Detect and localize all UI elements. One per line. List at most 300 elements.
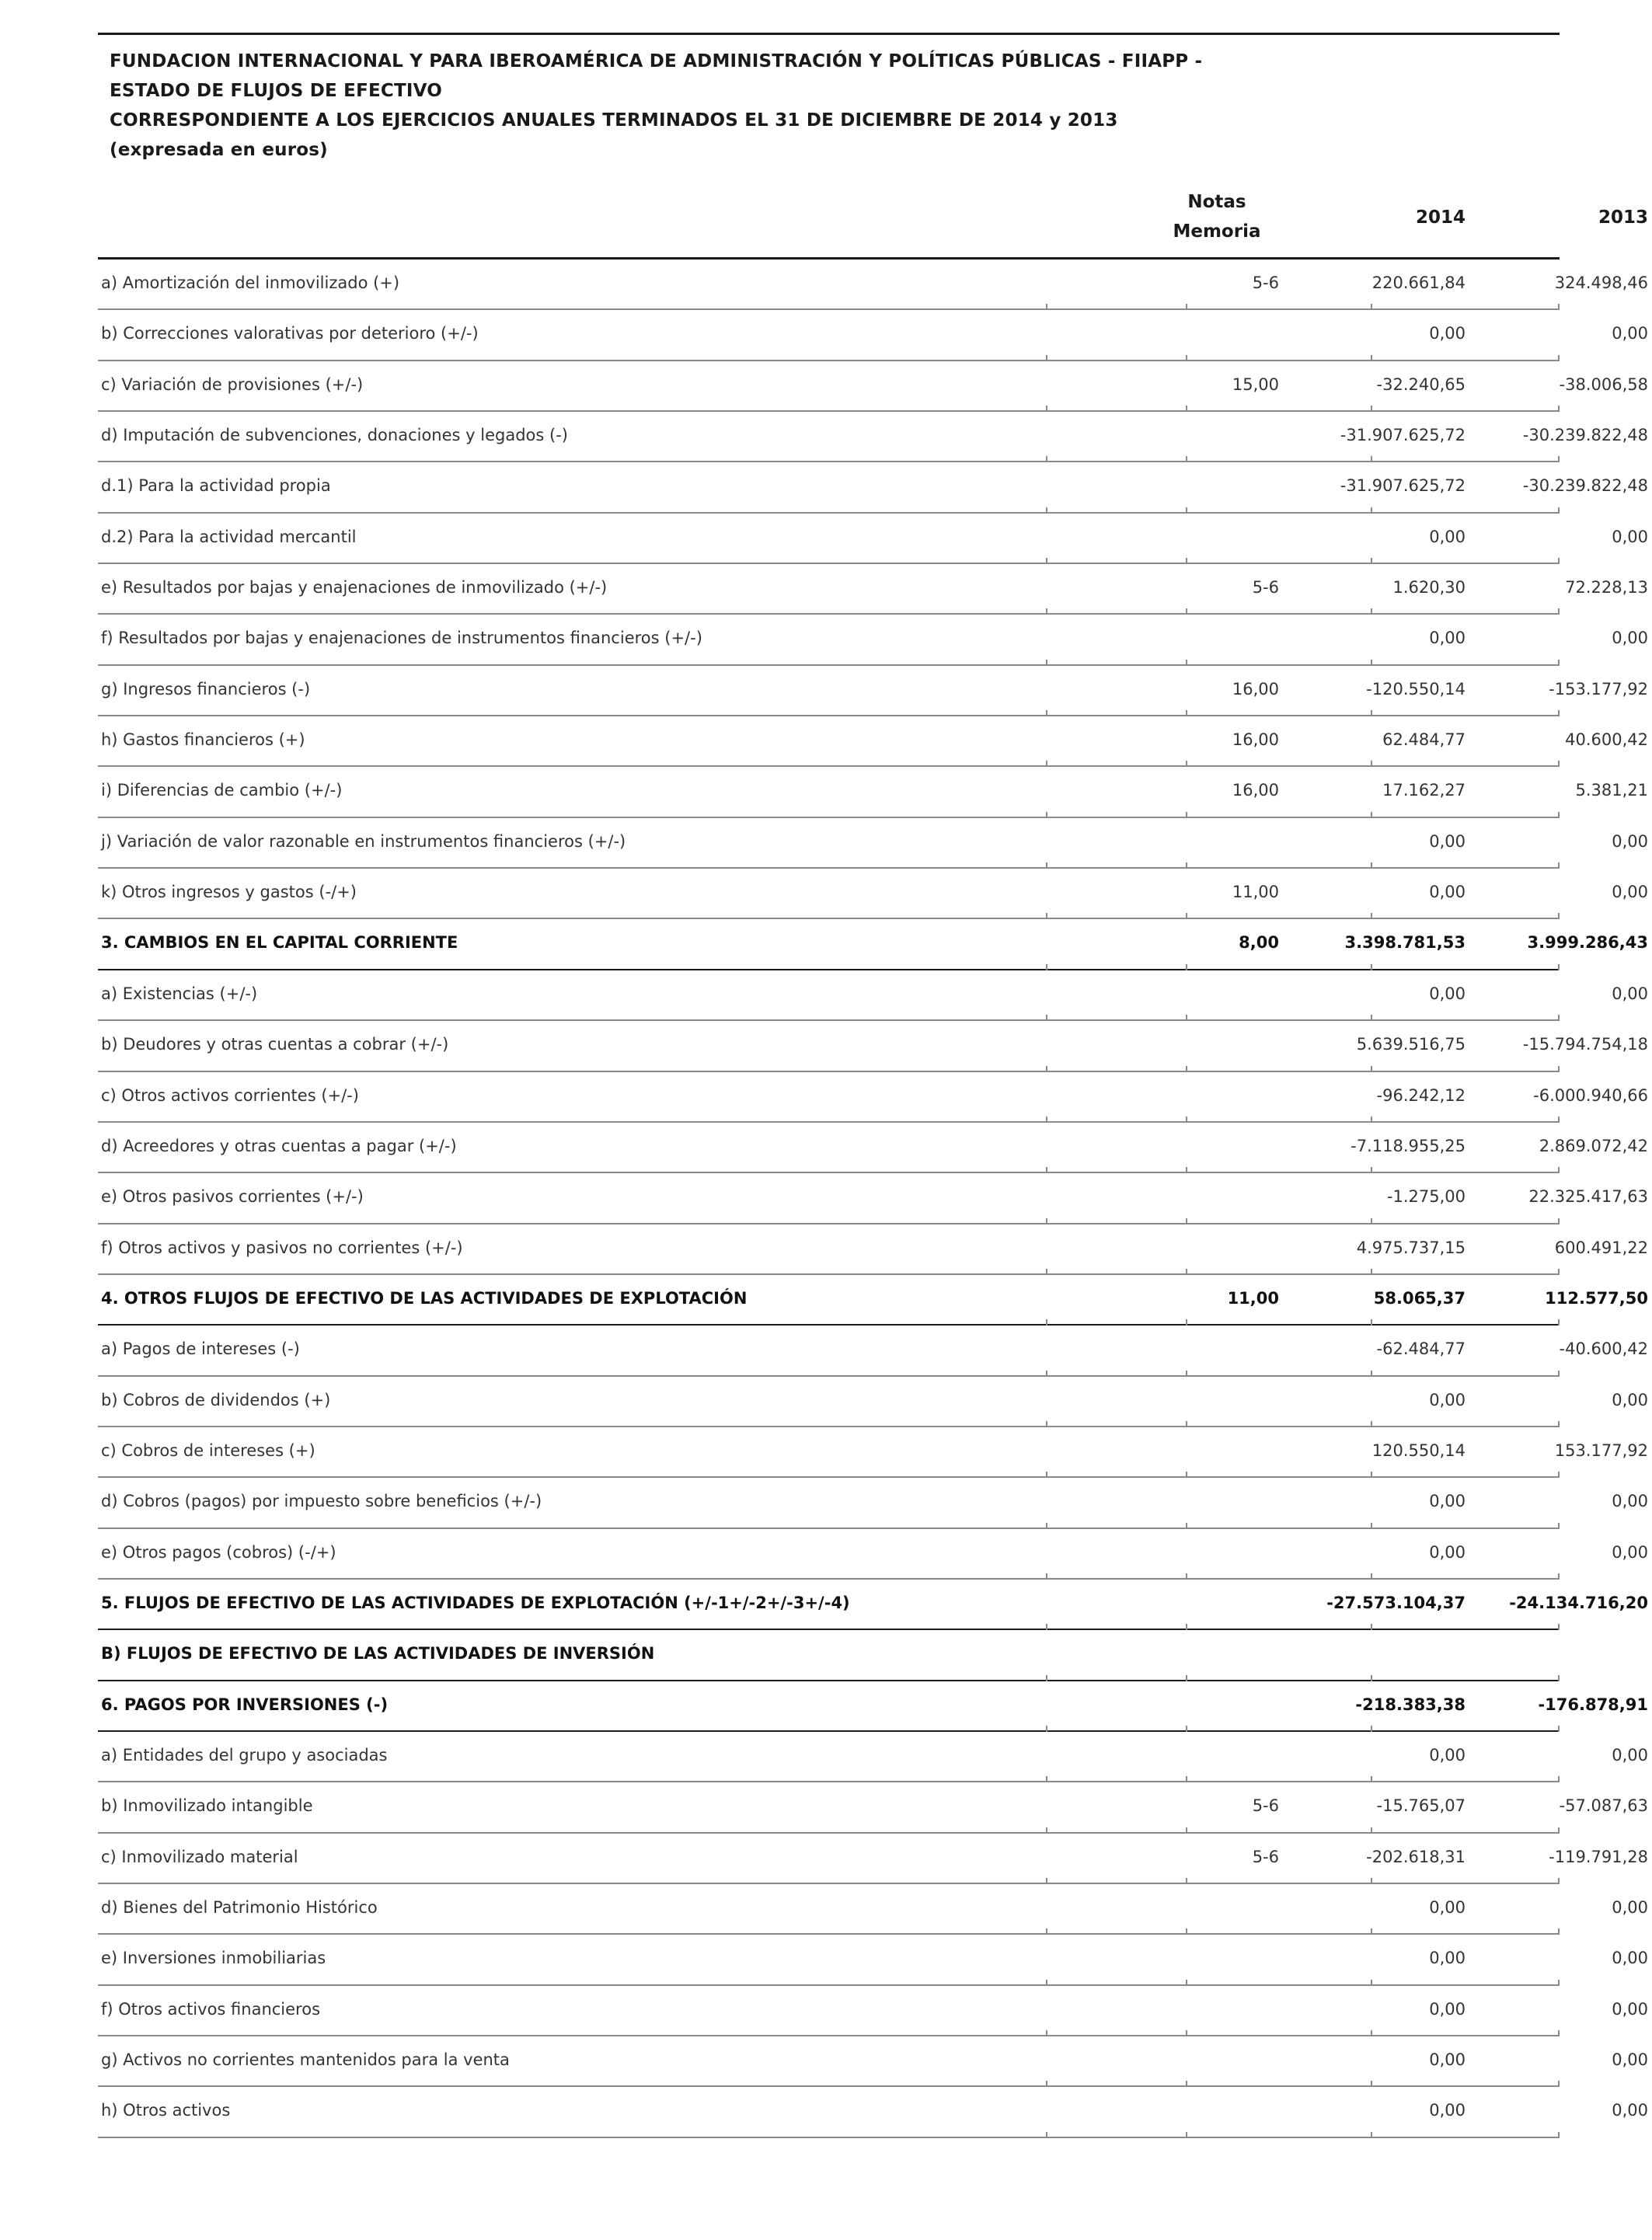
column-tick (1186, 660, 1187, 666)
table-row (98, 1986, 1648, 2036)
column-tick (1186, 913, 1187, 919)
column-tick (1558, 558, 1560, 564)
row-value-2013: -119.791,28 (1549, 1847, 1648, 1866)
table-row (98, 462, 1648, 513)
column-tick (1046, 1827, 1047, 1834)
column-tick (1046, 1980, 1047, 1986)
row-value-2014: 0,00 (1429, 527, 1466, 546)
column-tick (1046, 1117, 1047, 1123)
column-tick (1371, 1472, 1372, 1478)
column-tick (1046, 1421, 1047, 1427)
row-label: f) Otros activos y pasivos no corrientes (+/-) (101, 1238, 463, 1257)
row-value-2014: 0,00 (1429, 1898, 1466, 1917)
column-tick (1046, 2132, 1047, 2138)
row-value-2014: -7.118.955,25 (1351, 1136, 1466, 1155)
column-tick (1371, 862, 1372, 869)
row-value-2014: -202.618,31 (1366, 1847, 1466, 1866)
column-tick (1558, 1421, 1560, 1427)
row-label: f) Resultados por bajas y enajenaciones de instrumentos financieros (+/-) (101, 629, 702, 648)
row-value-2014: 17.162,27 (1382, 781, 1466, 800)
column-tick (1186, 1928, 1187, 1935)
row-value-2014: -62.484,77 (1376, 1339, 1466, 1359)
column-tick (1186, 862, 1187, 869)
row-value-2014: 0,00 (1429, 1492, 1466, 1511)
table-row (98, 1732, 1648, 1782)
table-row (98, 361, 1648, 412)
column-tick (1186, 1167, 1187, 1173)
row-label: c) Variación de provisiones (+/-) (101, 374, 364, 394)
column-tick (1046, 1878, 1047, 1884)
row-nota: 11,00 (1227, 1288, 1279, 1308)
top-rule (98, 33, 1560, 35)
row-value-2013: 0,00 (1612, 831, 1648, 851)
column-tick (1046, 913, 1047, 919)
column-tick (1186, 2132, 1187, 2138)
column-tick (1371, 1421, 1372, 1427)
table-row (98, 1123, 1648, 1173)
row-value-2013: 0,00 (1612, 2101, 1648, 2120)
column-tick (1186, 1218, 1187, 1225)
row-value-2014: 3.398.781,53 (1344, 933, 1466, 953)
column-tick (1558, 1980, 1560, 1986)
column-tick (1046, 1624, 1047, 1630)
table-row (98, 1173, 1648, 1224)
column-tick (1046, 2030, 1047, 2036)
column-tick (1558, 1117, 1560, 1123)
column-tick (1186, 1066, 1187, 1072)
row-value-2014: 0,00 (1429, 1999, 1466, 2019)
column-tick (1371, 1675, 1372, 1681)
row-label: c) Inmovilizado material (101, 1847, 298, 1866)
column-tick (1558, 1371, 1560, 1377)
row-value-2014: 5.639.516,75 (1356, 1035, 1466, 1054)
row-value-2014: 62.484,77 (1382, 730, 1466, 750)
row-label: d) Imputación de subvenciones, donaciones y legados (-) (101, 426, 568, 445)
column-tick (1186, 1980, 1187, 1986)
row-value-2013: 0,00 (1612, 2050, 1648, 2070)
row-label: b) Inmovilizado intangible (101, 1796, 313, 1816)
row-nota: 15,00 (1232, 374, 1279, 394)
column-tick (1558, 964, 1560, 970)
column-tick (1046, 1066, 1047, 1072)
column-tick (1558, 2030, 1560, 2036)
column-tick (1186, 558, 1187, 564)
column-tick (1558, 2132, 1560, 2138)
row-value-2014: 0,00 (1429, 1949, 1466, 1968)
column-tick (1371, 1624, 1372, 1630)
row-value-2013: 72.228,13 (1565, 578, 1648, 597)
row-label: 5. FLUJOS DE EFECTIVO DE LAS ACTIVIDADES DE EXPLOTACIÓN (+/-1+/-2+/-3+/-4) (101, 1593, 850, 1612)
table-row (98, 666, 1648, 716)
row-value-2014: 0,00 (1429, 831, 1466, 851)
column-tick (1558, 1624, 1560, 1630)
column-tick (1046, 1015, 1047, 1021)
row-value-2013: 0,00 (1612, 527, 1648, 546)
column-tick (1371, 1726, 1372, 1732)
row-label: 6. PAGOS POR INVERSIONES (-) (101, 1695, 389, 1714)
column-tick (1558, 1218, 1560, 1225)
row-nota: 8,00 (1239, 933, 1279, 953)
column-header-2014: 2014 (1415, 207, 1466, 228)
row-value-2013: 22.325.417,63 (1528, 1187, 1648, 1207)
row-label: d) Cobros (pagos) por impuesto sobre beneficios (+/-) (101, 1492, 542, 1511)
row-nota: 5-6 (1252, 1796, 1279, 1816)
column-tick (1371, 1573, 1372, 1580)
period-subtitle: CORRESPONDIENTE A LOS EJERCICIOS ANUALES TERMINADOS EL 31 DE DICIEMBRE DE 2014 y 2013 (110, 110, 1118, 131)
column-tick (1371, 1015, 1372, 1021)
table-row (98, 260, 1648, 310)
table-row (98, 1580, 1648, 1630)
column-tick (1186, 355, 1187, 361)
column-tick (1558, 1319, 1560, 1326)
table-row (98, 716, 1648, 767)
row-nota: 5-6 (1252, 273, 1279, 292)
column-tick (1186, 1675, 1187, 1681)
column-tick (1186, 1371, 1187, 1377)
row-label: a) Pagos de intereses (-) (101, 1339, 300, 1359)
row-label: 4. OTROS FLUJOS DE EFECTIVO DE LAS ACTIVIDADES DE EXPLOTACIÓN (101, 1288, 748, 1308)
row-value-2013: 112.577,50 (1545, 1288, 1648, 1308)
row-value-2014: -31.907.625,72 (1340, 426, 1466, 445)
column-tick (1558, 456, 1560, 462)
column-tick (1371, 456, 1372, 462)
column-tick (1046, 964, 1047, 970)
column-tick (1371, 1776, 1372, 1782)
row-value-2014: 58.065,37 (1373, 1288, 1466, 1308)
column-tick (1558, 1776, 1560, 1782)
column-tick (1046, 1472, 1047, 1478)
column-tick (1046, 862, 1047, 869)
row-value-2014: 0,00 (1429, 2050, 1466, 2070)
column-tick (1558, 761, 1560, 767)
column-tick (1186, 406, 1187, 412)
column-tick (1186, 964, 1187, 970)
row-value-2013: -176.878,91 (1538, 1695, 1648, 1714)
table-row (98, 2036, 1648, 2087)
column-tick (1186, 1624, 1187, 1630)
column-tick (1371, 2081, 1372, 2087)
table-row (98, 1326, 1648, 1376)
table-row (98, 919, 1648, 970)
column-tick (1046, 355, 1047, 361)
row-label: d) Acreedores y otras cuentas a pagar (+/-) (101, 1136, 457, 1155)
row-label: h) Otros activos (101, 2101, 231, 2120)
column-tick (1046, 1319, 1047, 1326)
table-row (98, 869, 1648, 919)
column-tick (1371, 608, 1372, 615)
row-value-2014: 0,00 (1429, 984, 1466, 1003)
row-value-2014: 0,00 (1429, 1745, 1466, 1764)
column-tick (1186, 456, 1187, 462)
row-label: g) Activos no corrientes mantenidos para la venta (101, 2050, 510, 2070)
column-tick (1046, 1776, 1047, 1782)
column-tick (1186, 2030, 1187, 2036)
column-tick (1186, 1472, 1187, 1478)
row-label: c) Otros activos corrientes (+/-) (101, 1085, 359, 1105)
row-value-2014: 0,00 (1429, 2101, 1466, 2120)
column-tick (1371, 1066, 1372, 1072)
column-tick (1558, 304, 1560, 310)
column-tick (1186, 1726, 1187, 1732)
column-tick (1558, 660, 1560, 666)
row-label: 3. CAMBIOS EN EL CAPITAL CORRIENTE (101, 933, 458, 953)
table-row (98, 1072, 1648, 1123)
row-label: e) Inversiones inmobiliarias (101, 1949, 326, 1968)
row-value-2013: 40.600,42 (1565, 730, 1648, 750)
row-label: e) Resultados por bajas y enajenaciones de inmovilizado (+/-) (101, 578, 608, 597)
column-tick (1371, 1980, 1372, 1986)
column-tick (1371, 1827, 1372, 1834)
table-row (98, 1935, 1648, 1985)
row-value-2013: 0,00 (1612, 984, 1648, 1003)
row-value-2013: 2.869.072,42 (1539, 1136, 1648, 1155)
column-tick (1371, 1371, 1372, 1377)
column-tick (1558, 1827, 1560, 1834)
row-value-2014: -1.275,00 (1386, 1187, 1466, 1207)
row-value-2014: -32.240,65 (1376, 374, 1466, 394)
row-value-2014: -120.550,14 (1366, 679, 1466, 698)
column-tick (1186, 1319, 1187, 1326)
table-row (98, 1884, 1648, 1935)
row-value-2013: 600.491,22 (1554, 1238, 1648, 1257)
column-tick (1046, 1167, 1047, 1173)
row-value-2013: -15.794.754,18 (1522, 1035, 1648, 1054)
column-tick (1558, 507, 1560, 514)
table-row (98, 310, 1648, 361)
row-value-2013: 3.999.286,43 (1527, 933, 1648, 953)
column-tick (1186, 1523, 1187, 1529)
column-tick (1186, 1421, 1187, 1427)
table-row (98, 564, 1648, 615)
row-nota: 16,00 (1232, 679, 1279, 698)
row-value-2013: 153.177,92 (1554, 1440, 1648, 1460)
column-tick (1558, 406, 1560, 412)
row-value-2014: 4.975.737,15 (1356, 1238, 1466, 1257)
column-tick (1046, 1573, 1047, 1580)
row-value-2013: 0,00 (1612, 1745, 1648, 1764)
table-body (98, 260, 1648, 2138)
column-tick (1186, 2081, 1187, 2087)
table-row (98, 1782, 1648, 1833)
row-value-2013: -38.006,58 (1559, 374, 1648, 394)
row-value-2013: -40.600,42 (1559, 1339, 1648, 1359)
table-row (98, 1021, 1648, 1071)
column-tick (1371, 761, 1372, 767)
column-tick (1558, 1167, 1560, 1173)
column-tick (1046, 1675, 1047, 1681)
column-tick (1186, 507, 1187, 514)
row-value-2014: 0,00 (1429, 629, 1466, 648)
row-value-2013: 0,00 (1612, 1898, 1648, 1917)
row-value-2013: -24.134.716,20 (1509, 1593, 1648, 1612)
table-row (98, 1834, 1648, 1884)
column-tick (1186, 812, 1187, 818)
column-tick (1371, 913, 1372, 919)
row-label: d.1) Para la actividad propia (101, 476, 331, 496)
column-tick (1558, 1675, 1560, 1681)
row-value-2014: 0,00 (1429, 1542, 1466, 1562)
column-tick (1371, 2030, 1372, 2036)
column-tick (1558, 710, 1560, 716)
row-label: h) Gastos financieros (+) (101, 730, 305, 750)
table-row (98, 1630, 1560, 1681)
column-tick (1558, 1878, 1560, 1884)
column-tick (1046, 710, 1047, 716)
column-tick (1046, 1218, 1047, 1225)
column-tick (1371, 507, 1372, 514)
table-row (98, 615, 1648, 665)
row-value-2014: 220.661,84 (1371, 273, 1466, 292)
column-tick (1186, 608, 1187, 615)
table-row (98, 1529, 1648, 1580)
column-tick (1371, 1269, 1372, 1275)
column-tick (1558, 862, 1560, 869)
column-tick (1046, 456, 1047, 462)
title-block (110, 47, 1202, 165)
column-tick (1371, 1167, 1372, 1173)
table-row (98, 2087, 1648, 2137)
table-row (98, 818, 1648, 869)
row-value-2013: -6.000.940,66 (1533, 1085, 1648, 1105)
row-label: a) Entidades del grupo y asociadas (101, 1745, 388, 1764)
row-value-2014: -15.765,07 (1376, 1796, 1466, 1816)
column-tick (1558, 1015, 1560, 1021)
row-value-2013: 5.381,21 (1575, 781, 1648, 800)
row-label: i) Diferencias de cambio (+/-) (101, 781, 343, 800)
column-tick (1046, 660, 1047, 666)
table-row (98, 1377, 1648, 1427)
column-tick (1371, 660, 1372, 666)
table-row (98, 1275, 1648, 1326)
column-tick (1371, 1928, 1372, 1935)
table-row (98, 412, 1648, 462)
column-tick (1371, 558, 1372, 564)
column-tick (1371, 1319, 1372, 1326)
row-value-2014: 0,00 (1429, 883, 1466, 902)
row-label: b) Deudores y otras cuentas a cobrar (+/-) (101, 1035, 449, 1054)
row-value-2014: 120.550,14 (1371, 1440, 1466, 1460)
column-tick (1046, 608, 1047, 615)
column-tick (1186, 304, 1187, 310)
row-label: j) Variación de valor razonable en instrumentos financieros (+/-) (101, 831, 626, 851)
row-value-2013: 0,00 (1612, 629, 1648, 648)
column-tick (1186, 1776, 1187, 1782)
column-tick (1558, 1066, 1560, 1072)
column-tick (1558, 1523, 1560, 1529)
column-tick (1186, 1269, 1187, 1275)
column-tick (1046, 1371, 1047, 1377)
row-value-2013: 324.498,46 (1554, 273, 1648, 292)
column-tick (1046, 558, 1047, 564)
column-tick (1558, 1928, 1560, 1935)
column-tick (1371, 304, 1372, 310)
row-value-2013: 0,00 (1612, 1390, 1648, 1409)
row-value-2013: -153.177,92 (1549, 679, 1648, 698)
row-label: e) Otros pasivos corrientes (+/-) (101, 1187, 364, 1207)
column-tick (1186, 761, 1187, 767)
column-tick (1558, 1269, 1560, 1275)
row-label: g) Ingresos financieros (-) (101, 679, 311, 698)
column-tick (1371, 355, 1372, 361)
row-value-2014: -27.573.104,37 (1326, 1593, 1466, 1612)
column-tick (1046, 812, 1047, 818)
row-value-2013: -30.239.822,48 (1522, 476, 1648, 496)
column-tick (1371, 1878, 1372, 1884)
memoria-label: Memoria (1173, 221, 1261, 242)
row-value-2013: 0,00 (1612, 1542, 1648, 1562)
row-value-2013: 0,00 (1612, 1999, 1648, 2019)
row-label: b) Cobros de dividendos (+) (101, 1390, 331, 1409)
row-value-2014: -31.907.625,72 (1340, 476, 1466, 496)
column-tick (1186, 1878, 1187, 1884)
row-value-2014: 1.620,30 (1392, 578, 1466, 597)
column-tick (1371, 1117, 1372, 1123)
column-tick (1046, 1523, 1047, 1529)
column-tick (1371, 812, 1372, 818)
row-value-2013: -57.087,63 (1559, 1796, 1648, 1816)
statement-title: ESTADO DE FLUJOS DE EFECTIVO (110, 81, 442, 101)
notas-label: Notas (1187, 192, 1246, 212)
table-row (98, 1681, 1648, 1732)
row-label: e) Otros pagos (cobros) (-/+) (101, 1542, 336, 1562)
table-row (98, 970, 1648, 1021)
row-label: f) Otros activos financieros (101, 1999, 321, 2019)
column-header-2013: 2013 (1598, 207, 1648, 228)
row-label: k) Otros ingresos y gastos (-/+) (101, 883, 357, 902)
column-tick (1558, 2081, 1560, 2087)
row-label: a) Amortización del inmovilizado (+) (101, 273, 400, 292)
column-tick (1371, 2132, 1372, 2138)
column-tick (1186, 710, 1187, 716)
row-value-2014: -218.383,38 (1355, 1695, 1466, 1714)
row-value-2013: -30.239.822,48 (1522, 426, 1648, 445)
row-value-2014: 0,00 (1429, 1390, 1466, 1409)
column-tick (1046, 2081, 1047, 2087)
column-tick (1186, 1573, 1187, 1580)
row-nota: 5-6 (1252, 578, 1279, 597)
column-tick (1558, 1472, 1560, 1478)
row-label: a) Existencias (+/-) (101, 984, 258, 1003)
column-tick (1558, 1726, 1560, 1732)
column-tick (1046, 304, 1047, 310)
row-label: d.2) Para la actividad mercantil (101, 527, 357, 546)
column-tick (1186, 1015, 1187, 1021)
column-tick (1371, 710, 1372, 716)
table-row (98, 767, 1648, 817)
column-tick (1046, 1928, 1047, 1935)
currency-note: (expresada en euros) (110, 140, 328, 160)
column-tick (1558, 812, 1560, 818)
row-value-2013: 0,00 (1612, 883, 1648, 902)
column-tick (1186, 1827, 1187, 1834)
row-nota: 11,00 (1232, 883, 1279, 902)
row-value-2013: 0,00 (1612, 1949, 1648, 1968)
column-tick (1046, 406, 1047, 412)
table-row (98, 1225, 1648, 1275)
column-tick (1371, 964, 1372, 970)
row-nota: 16,00 (1232, 781, 1279, 800)
column-tick (1558, 355, 1560, 361)
row-label: d) Bienes del Patrimonio Histórico (101, 1898, 378, 1917)
table-row (98, 1427, 1648, 1478)
row-label: c) Cobros de intereses (+) (101, 1440, 315, 1460)
column-tick (1046, 1269, 1047, 1275)
column-tick (1186, 1117, 1187, 1123)
column-tick (1558, 608, 1560, 615)
column-tick (1558, 1573, 1560, 1580)
column-tick (1046, 1726, 1047, 1732)
row-value-2013: 0,00 (1612, 324, 1648, 343)
